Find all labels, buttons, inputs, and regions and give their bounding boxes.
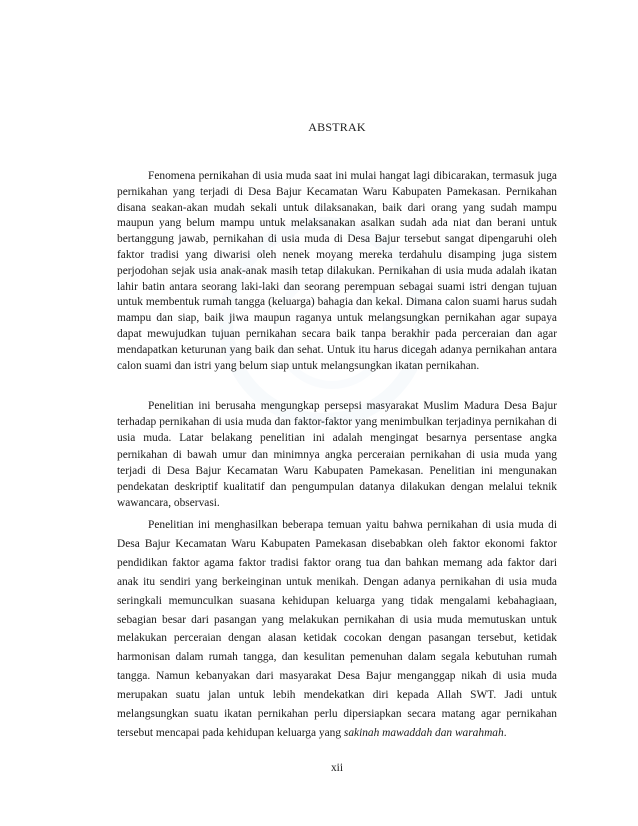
abstract-paragraph-3 — [117, 516, 557, 743]
page-number: xii — [330, 762, 344, 774]
abstract-paragraph-2: Penelitian ini berusaha mengungkap persepsi masyarakat Muslim Madura Desa Bajur terhadap pernikahan di usia muda dan faktor-faktor yang menimbulkan terjadinya pernikahan di usia muda. Latar belakang penelitian ini adalah mengingat besarnya persentase angka pernikahan di bawah umur dan minimnya angka perceraian pernikahan di usia muda yang terjadi di Desa Bajur Kecamatan Waru Kabupaten Pamekasan. Penelitian ini mengunakan pendekatan deskriptif kualitatif dan pengumpulan datanya dilakukan dengan melalui teknik wawancara, observasi. — [117, 400, 557, 510]
abstract-title: ABSTRAK — [308, 120, 366, 134]
abstract-paragraph-3-text: Penelitian ini menghasilkan beberapa temuan yaitu bahwa pernikahan di usia muda di Desa Bajur Kecamatan Waru Kabupaten Pamekasan disebabkan oleh faktor ekonomi faktor pendidikan faktor agama faktor tradisi faktor orang tua dan bahkan memang ada faktor dari anak itu sendiri yang berkeinginan untuk menikah. Dengan adanya pernikahan di usia muda seringkali memunculkan suasana kehidupan keluarga yang tidak mengalami kebahagiaan, sebagian besar dari pasangan yang melakukan pernikahan di usia muda memutuskan untuk melakukan perceraian dengan alasan ketidak cocokan dengan pasangan tersebut, ketidak harmonisan dalam rumah tangga, dan kesulitan pemenuhan dalam segala kebutuhan rumah tangga. Namun kebanyakan dari masyarakat Desa Bajur menganggap nikah di usia muda merupakan suatu jalan untuk lebih mendekatkan diri kepada Allah SWT. Jadi untuk melangsungkan suatu ikatan pernikahan perlu dipersiapkan secara matang agar pernikahan tersebut mencapai pada kehidupan keluarga yang — [117, 519, 557, 739]
abstract-paragraph-3-italic: sakinah mawaddah dan warahmah — [343, 726, 504, 739]
abstract-paragraph-1: Fenomena pernikahan di usia muda saat ini mulai hangat lagi dibicarakan, termasuk juga pernikahan yang terjadi di Desa Bajur Kecamatan Waru Kabupaten Pamekasan. Pernikahan disana seakan-akan mudah sekali untuk dilaksanakan, baik dari orang yang sudah mampu maupun yang belum mampu untuk melaksanakan asalkan sudah ada niat dan berani untuk bertanggung jawab, pernikahan di usia muda di Desa Bajur tersebut sangat dipengaruhi oleh faktor tradisi yang diwarisi oleh nenek moyang mereka terdahulu disamping juga sistem perjodohan sejak usia anak-anak masih tetap dilakukan. Pernikahan di usia muda adalah ikatan lahir batin antara seorang laki-laki dan seorang perempuan sebagai suami istri dengan tujuan untuk membentuk rumah tangga (keluarga) bahagia dan kekal. Dimana calon suami harus sudah mampu dan siap, baik jiwa maupun raganya untuk melangsungkan pernikahan agar supaya dapat mewujudkan tujuan pernikahan secara baik tanpa berakhir pada perceraian dan agar mendapatkan keturunan yang baik dan sehat. Untuk itu harus dicegah adanya pernikahan antara calon suami dan istri yang belum siap untuk melangsungkan ikatan pernikahan. — [117, 170, 557, 372]
abstract-paragraph-3-end: . — [503, 726, 507, 739]
